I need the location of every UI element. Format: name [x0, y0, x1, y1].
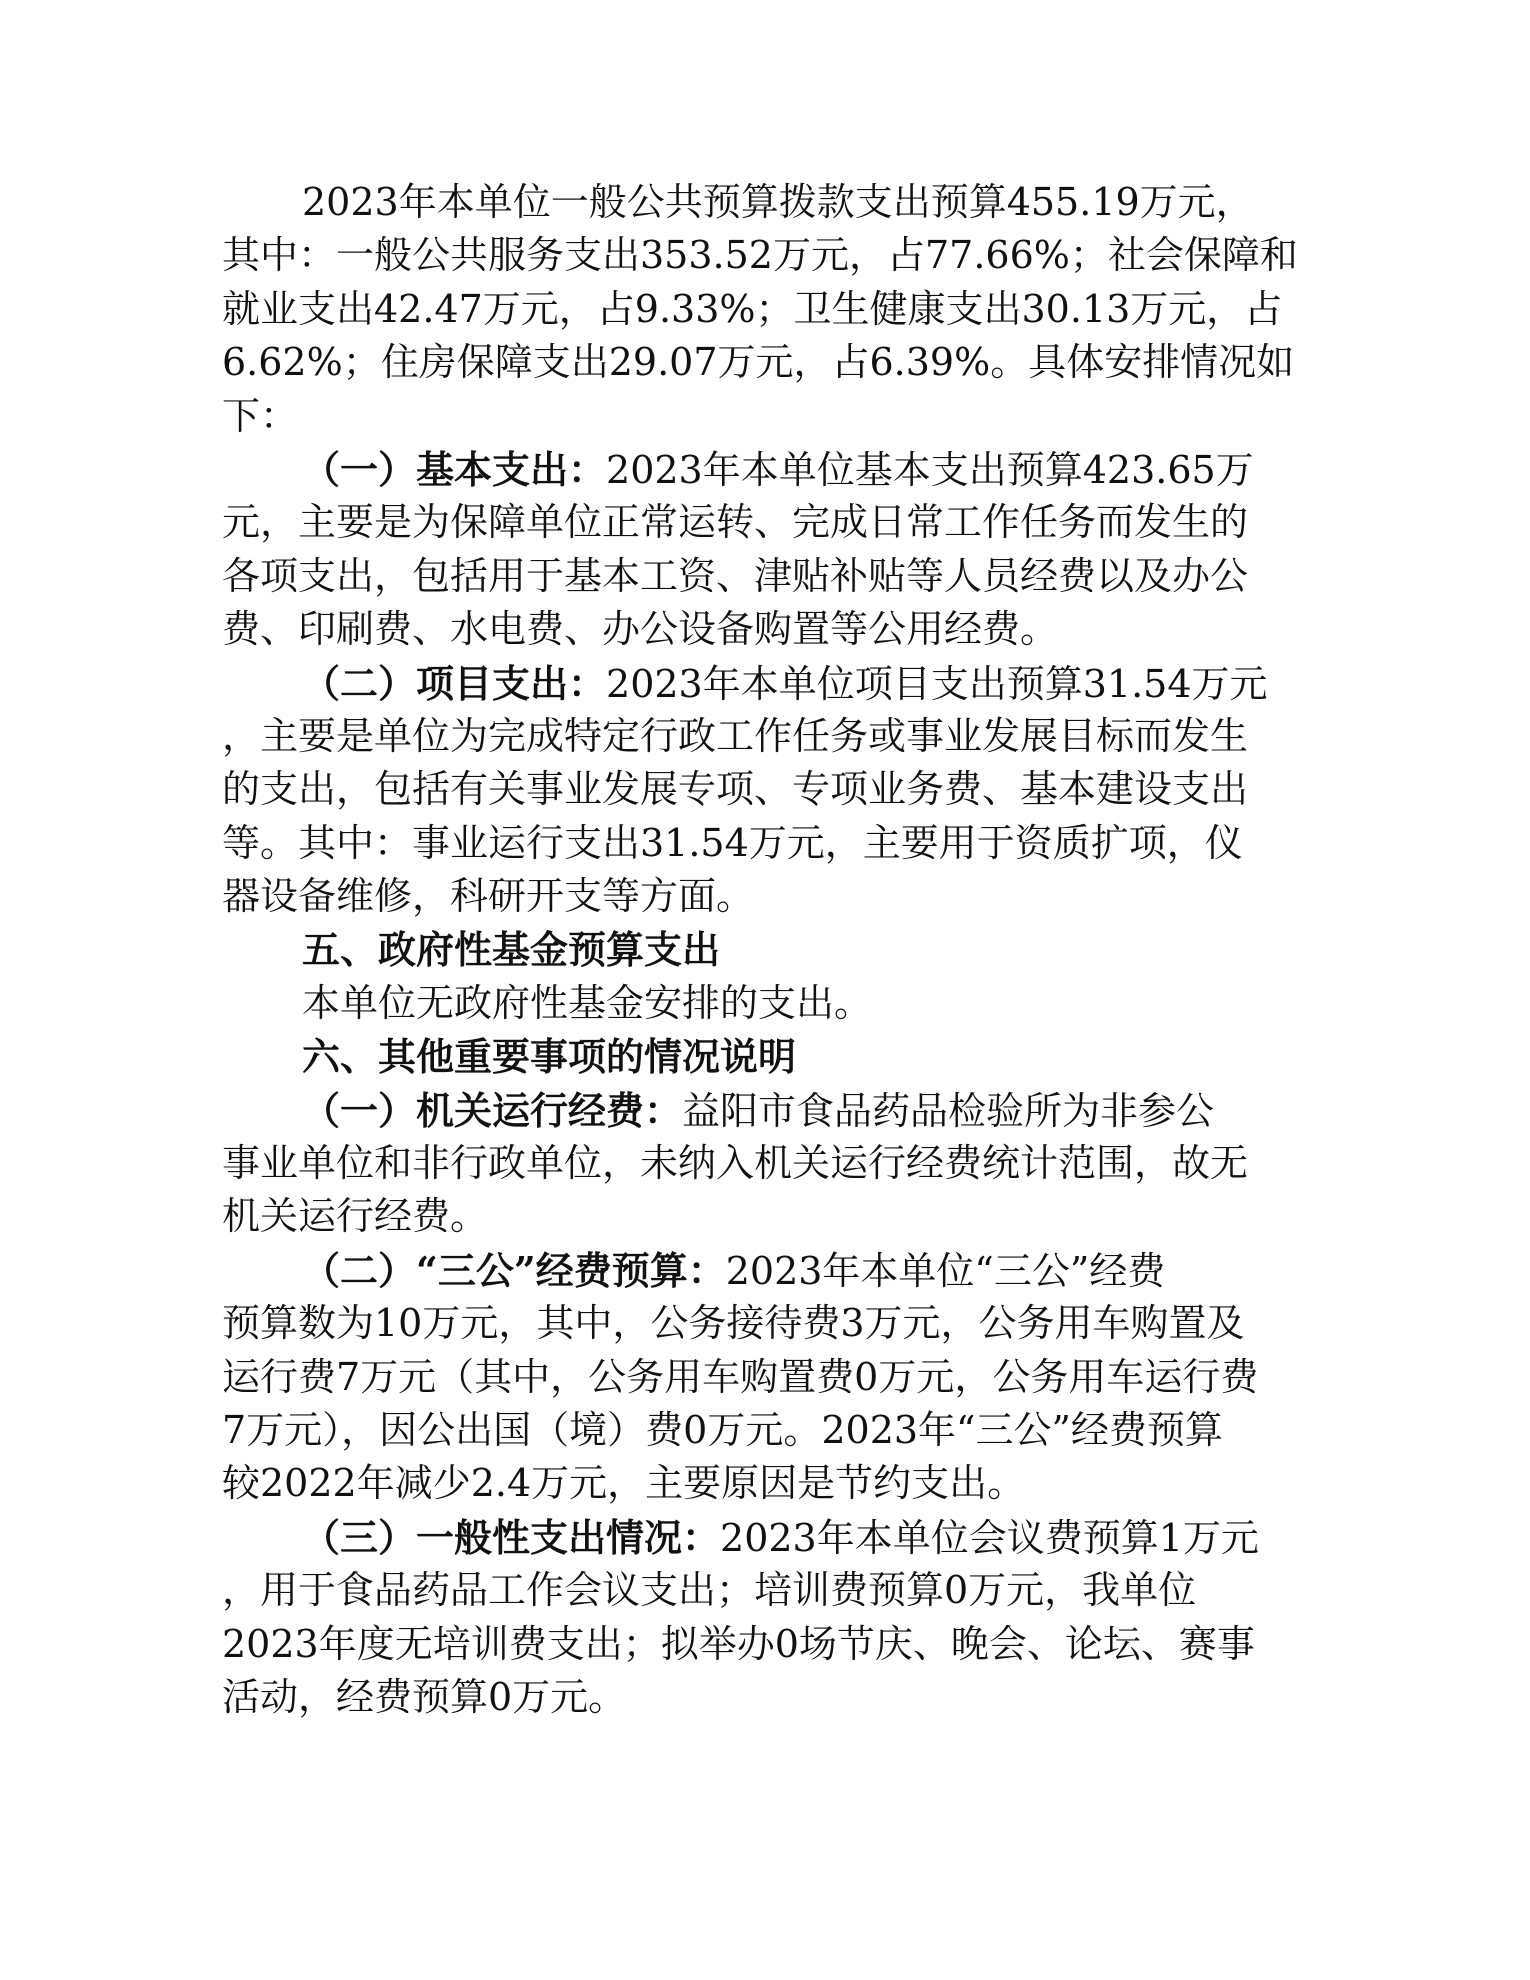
text-line [222, 390, 1312, 443]
body-text: 活动，经费预算0万元。 [222, 1674, 627, 1719]
text-line [222, 603, 1312, 656]
text-line [222, 1137, 1312, 1190]
body-text: 2023年本单位基本支出预算423.65万 [606, 447, 1254, 492]
body-text: 益阳市食品药品检验所为非参公 [682, 1088, 1215, 1133]
body-text: 预算数为10万元，其中，公务接待费3万元，公务用车购置及 [222, 1301, 1245, 1346]
body-text: 事业单位和非行政单位，未纳入机关运行经费统计范围，故无 [222, 1141, 1249, 1186]
text-line [222, 1457, 1312, 1510]
body-text: 器设备维修，科研开支等方面。 [222, 874, 755, 919]
text-line [222, 1190, 1312, 1243]
section-heading: 五、政府性基金预算支出 [302, 927, 721, 973]
body-text: ，主要是单位为完成特定行政工作任务或事业发展目标而发生 [222, 713, 1249, 758]
section-heading: （一）基本支出： [302, 446, 607, 492]
document-page [222, 176, 1312, 1724]
text-line [222, 1564, 1312, 1617]
text-line [222, 496, 1312, 549]
text-line [222, 550, 1312, 603]
body-text: 各项支出，包括用于基本工资、津贴补贴等人员经费以及办公 [222, 553, 1249, 598]
body-text: 的支出，包括有关事业发展专项、专项业务费、基本建设支出 [222, 767, 1249, 812]
section-heading: （二）“三公”经费预算： [302, 1247, 726, 1293]
text-line [222, 657, 1312, 710]
text-line [222, 817, 1312, 870]
body-text: 其中：一般公共服务支出353.52万元，占77.66%；社会保障和 [222, 233, 1298, 278]
text-line [222, 1618, 1312, 1671]
body-text: 机关运行经费。 [222, 1194, 489, 1239]
body-text: 本单位无政府性基金安排的支出。 [302, 980, 873, 1025]
text-line [222, 763, 1312, 816]
body-text: 较2022年减少2.4万元，主要原因是节约支出。 [222, 1461, 1026, 1506]
text-line [222, 1084, 1312, 1137]
text-line [222, 283, 1312, 336]
body-text: 6.62%；住房保障支出29.07万元，占6.39%。具体安排情况如 [222, 340, 1295, 385]
text-line [222, 710, 1312, 763]
body-text: 元，主要是为保障单位正常运转、完成日常工作任务而发生的 [222, 500, 1249, 545]
body-text: 2023年本单位项目支出预算31.54万元 [606, 661, 1268, 706]
section-heading: （三）一般性支出情况： [302, 1514, 721, 1560]
body-text: 2023年度无培训费支出；拟举办0场节庆、晚会、论坛、赛事 [222, 1621, 1255, 1666]
text-line [222, 1404, 1312, 1457]
section-heading: （一）机关运行经费： [302, 1087, 683, 1133]
text-line [222, 1511, 1312, 1564]
text-line [222, 1671, 1312, 1724]
body-text: 下： [222, 393, 299, 438]
text-line [222, 443, 1312, 496]
text-line [222, 870, 1312, 923]
body-text: 2023年本单位“三公”经费 [725, 1248, 1166, 1293]
body-text: 2023年本单位会议费预算1万元 [720, 1515, 1259, 1560]
text-line [222, 977, 1312, 1030]
body-text: ，用于食品药品工作会议支出；培训费预算0万元，我单位 [222, 1568, 1197, 1613]
body-text: 2023年本单位一般公共预算拨款支出预算455.19万元， [302, 180, 1254, 224]
body-text: 运行费7万元（其中，公务用车购置费0万元，公务用车运行费 [222, 1354, 1259, 1399]
text-line [222, 336, 1312, 389]
body-text: 7万元），因公出国（境）费0万元。2023年“三公”经费预算 [222, 1407, 1223, 1452]
text-line [222, 923, 1312, 976]
text-line [222, 1244, 1312, 1297]
body-text: 就业支出42.47万元，占9.33%；卫生健康支出30.13万元，占 [222, 286, 1283, 331]
body-text: 费、印刷费、水电费、办公设备购置等公用经费。 [222, 607, 1059, 652]
text-line [222, 1030, 1312, 1083]
section-heading: 六、其他重要事项的情况说明 [302, 1034, 797, 1080]
text-line [222, 1297, 1312, 1350]
section-heading: （二）项目支出： [302, 660, 607, 706]
text-line [222, 176, 1312, 229]
text-line [222, 1351, 1312, 1404]
body-text: 等。其中：事业运行支出31.54万元，主要用于资质扩项，仪 [222, 820, 1243, 865]
text-line [222, 229, 1312, 282]
